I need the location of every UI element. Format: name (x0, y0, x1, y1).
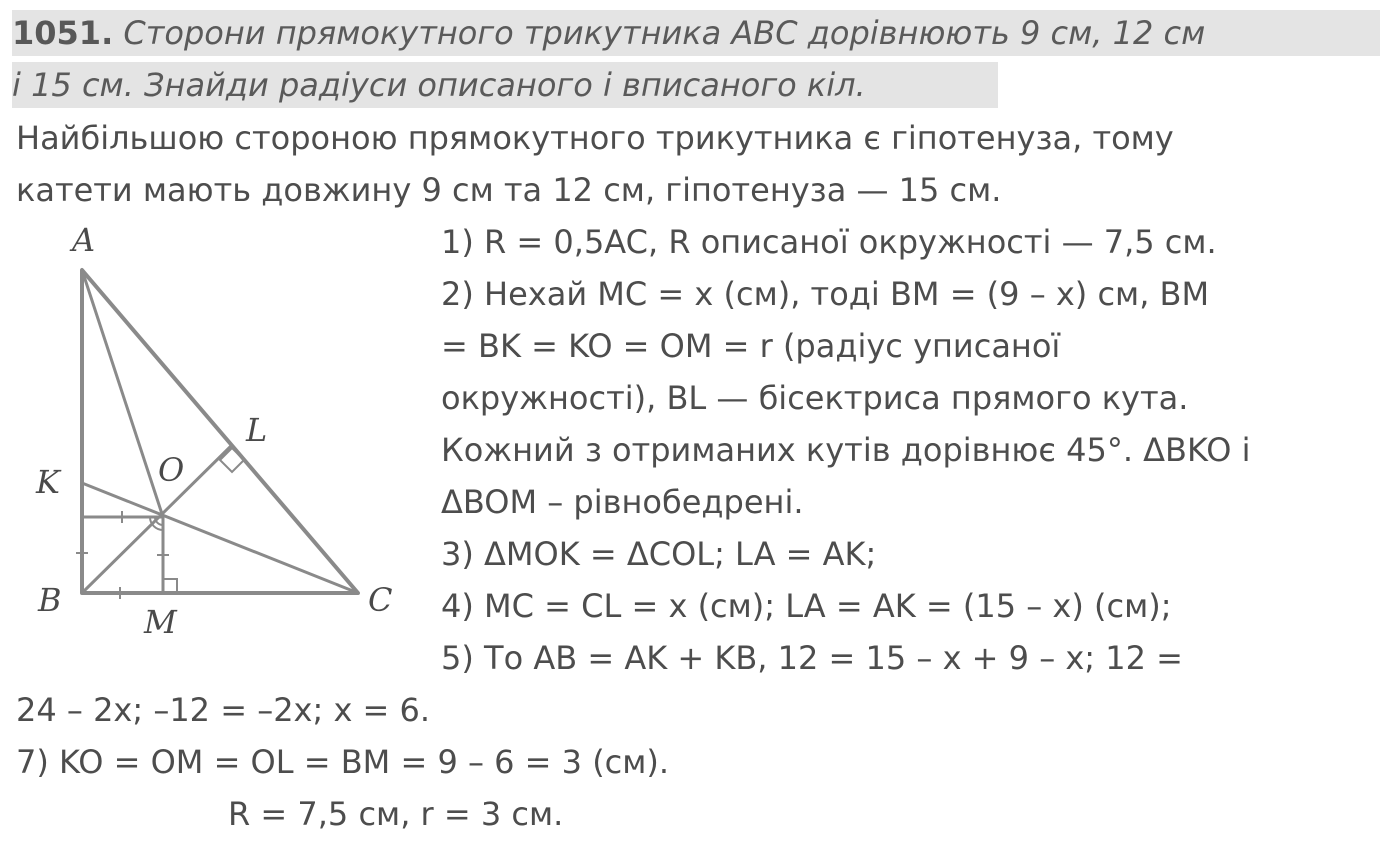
step-7: 7) KO = OM = OL = BM = 9 – 6 = 3 (см). (16, 743, 670, 781)
answer: R = 7,5 см, r = 3 см. (228, 795, 564, 833)
step-5-line-1: 5) То AB = AK + KB, 12 = 15 – x + 9 – x; 12 = (441, 639, 1183, 677)
step-4: 4) MC = CL = x (см); LA = AK = (15 – x) (см); (441, 587, 1172, 625)
problem-statement-line1 (12, 10, 1380, 56)
label-o: O (158, 451, 185, 489)
step-3: 3) ΔMOK = ΔCOL; LA = AK; (441, 535, 877, 573)
step-2-line-2: = BK = KO = OM = r (радіус уписаної (441, 327, 1061, 365)
problem-statement-line2 (12, 62, 998, 108)
step-5-line-2: 24 – 2x; –12 = –2x; x = 6. (16, 691, 431, 729)
label-l: L (246, 411, 268, 449)
triangle-diagram (20, 215, 420, 645)
problem-text-line1: Сторони прямокутного трикутника ABC дорівнюють 9 см, 12 см (113, 14, 1206, 52)
bisector-bl (82, 445, 232, 593)
step-2-line-3: окружності), BL — бісектриса прямого кута. (441, 379, 1189, 417)
problem-number: 1051. (12, 14, 114, 52)
step-2-line-5: ΔBOM – рівнобедрені. (441, 483, 804, 521)
label-k: K (36, 463, 60, 501)
segment-ao (82, 270, 163, 517)
label-a: A (72, 221, 96, 259)
label-c: C (368, 581, 393, 619)
step-1: 1) R = 0,5AC, R описаної окружності — 7,5 см. (441, 223, 1217, 261)
intro-line-2: катети мають довжину 9 см та 12 см, гіпотенуза — 15 см. (16, 171, 1002, 209)
right-angle-m (163, 579, 177, 593)
segment-kc (82, 483, 358, 593)
label-b: B (38, 581, 62, 619)
intro-line-1: Найбільшою стороною прямокутного трикутника є гіпотенуза, тому (16, 119, 1174, 157)
label-m: M (144, 603, 177, 641)
step-2-line-1: 2) Нехай MC = x (см), тоді BM = (9 – x) см, BM (441, 275, 1210, 313)
triangle-abc (82, 270, 358, 593)
problem-text-line2: і 15 см. Знайди радіуси описаного і вписаного кіл. (12, 66, 866, 104)
step-2-line-4: Кожний з отриманих кутів дорівнює 45°. ΔBKO і (441, 431, 1251, 469)
